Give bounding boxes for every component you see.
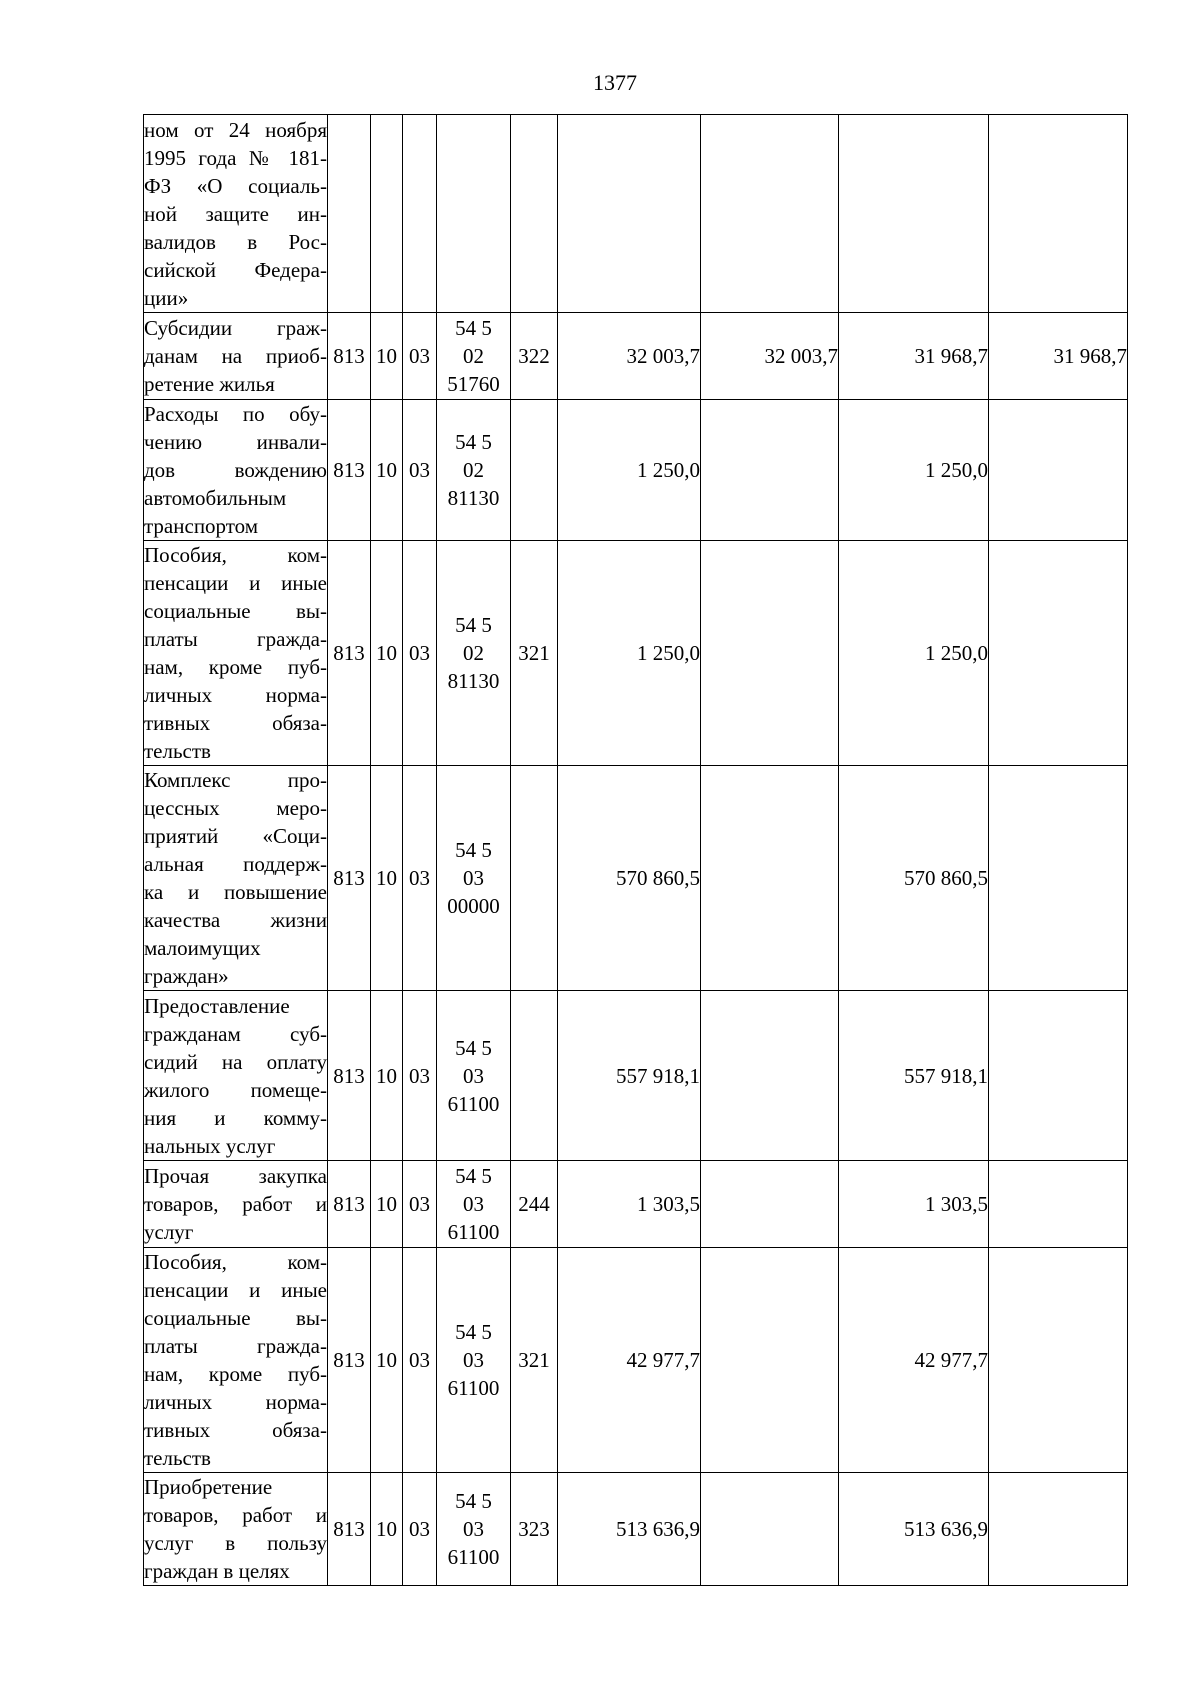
item-name-line: чению инвали-: [144, 430, 327, 454]
amount-cell-2: [701, 541, 839, 766]
amount-cell-4: [989, 1248, 1128, 1473]
item-name-line: товаров, работ и: [144, 1503, 327, 1527]
item-name-line: услуг в пользу: [144, 1531, 327, 1555]
item-name-line: пенсации и иные: [144, 571, 327, 595]
expense-type-cell: [511, 115, 558, 313]
item-name-line: Пособия, ком-: [144, 543, 327, 567]
item-name-line: данам на приоб-: [144, 344, 327, 368]
item-name-line: Предоставление: [144, 993, 290, 1018]
target-article-part: 54 5: [455, 838, 492, 862]
dept-code-cell: [328, 115, 371, 313]
subsection-code-cell: 03: [403, 1248, 437, 1473]
item-name-line: Прочая закупка: [144, 1164, 327, 1188]
amount-cell-1: 570 860,5: [558, 766, 701, 991]
expense-type-cell: [511, 400, 558, 541]
amount-cell-4: 31 968,7: [989, 313, 1128, 400]
item-name-line: ФЗ «О социаль-: [144, 173, 327, 198]
amount-cell-4: [989, 1161, 1128, 1248]
item-name-line: ретение жилья: [144, 372, 275, 396]
table-row: [144, 991, 1128, 1161]
target-article-part: 54 5: [455, 316, 492, 340]
amount-cell-1: 32 003,7: [558, 313, 701, 400]
item-name-line: граждан»: [144, 964, 229, 988]
dept-code-cell: 813: [328, 1161, 371, 1248]
item-name-line: 1995 года № 181-: [144, 145, 327, 170]
item-name-line: ном от 24 ноября: [144, 117, 327, 142]
table-row: [144, 115, 1128, 313]
section-code-cell: 10: [371, 313, 403, 400]
amount-cell-2: [701, 1248, 839, 1473]
table-row: [144, 541, 1128, 766]
amount-cell-2: [701, 1161, 839, 1248]
expense-type-cell: 322: [511, 313, 558, 400]
target-article-cell: [437, 991, 511, 1161]
item-name-cell: [144, 766, 328, 991]
dept-code-cell: 813: [328, 1248, 371, 1473]
table-row: [144, 313, 1128, 400]
target-article-part: 03: [463, 1063, 484, 1088]
item-name-line: сийской Федера-: [144, 257, 327, 282]
dept-code-cell: 813: [328, 313, 371, 400]
target-article-part: 03: [463, 1348, 484, 1372]
table-row: [144, 400, 1128, 541]
amount-cell-1: 513 636,9: [558, 1473, 701, 1586]
subsection-code-cell: [403, 115, 437, 313]
table-row: [144, 766, 1128, 991]
item-name-cell: [144, 313, 328, 400]
amount-cell-4: [989, 541, 1128, 766]
item-name-cell: [144, 1473, 328, 1586]
amount-cell-3: 1 250,0: [839, 400, 989, 541]
target-article-part: 02: [463, 458, 484, 482]
item-name-line: личных норма-: [144, 1390, 327, 1414]
item-name-line: тивных обяза-: [144, 711, 327, 735]
expense-type-cell: 244: [511, 1161, 558, 1248]
amount-cell-3: 570 860,5: [839, 766, 989, 991]
item-name-cell: [144, 541, 328, 766]
item-name-cell: [144, 1248, 328, 1473]
dept-code-cell: 813: [328, 400, 371, 541]
item-name-line: ка и повышение: [144, 880, 327, 904]
amount-cell-3: 513 636,9: [839, 1473, 989, 1586]
item-name-line: автомобильным: [144, 486, 287, 510]
amount-cell-1: 557 918,1: [558, 991, 701, 1161]
section-code-cell: 10: [371, 1248, 403, 1473]
item-name-line: жилого помеще-: [144, 1077, 327, 1102]
item-name-line: приятий «Соци-: [144, 824, 327, 848]
subsection-code-cell: 03: [403, 1161, 437, 1248]
item-name-line: Приобретение: [144, 1475, 273, 1499]
amount-cell-2: [701, 991, 839, 1161]
item-name-line: Субсидии граж-: [144, 316, 327, 340]
budget-table-body: [144, 115, 1128, 1586]
item-name-line: платы гражда-: [144, 1334, 327, 1358]
section-code-cell: [371, 115, 403, 313]
item-name-line: дов вождению: [144, 458, 327, 482]
item-name-line: платы гражда-: [144, 627, 327, 651]
target-article-part: 54 5: [455, 430, 492, 454]
amount-cell-1: [558, 115, 701, 313]
amount-cell-1: 1 303,5: [558, 1161, 701, 1248]
item-name-cell: [144, 115, 328, 313]
target-article-cell: [437, 115, 511, 313]
section-code-cell: 10: [371, 400, 403, 541]
table-row: [144, 1248, 1128, 1473]
amount-cell-2: [701, 400, 839, 541]
section-code-cell: 10: [371, 1161, 403, 1248]
subsection-code-cell: 03: [403, 400, 437, 541]
target-article-part: 54 5: [455, 1320, 492, 1344]
target-article-cell: [437, 400, 511, 541]
item-name-cell: [144, 400, 328, 541]
item-name-line: нам, кроме пуб-: [144, 655, 327, 679]
target-article-part: 00000: [447, 894, 500, 918]
dept-code-cell: 813: [328, 541, 371, 766]
item-name-line: альная поддерж-: [144, 852, 327, 876]
target-article-part: 81130: [447, 486, 500, 510]
expense-type-cell: 321: [511, 541, 558, 766]
target-article-cell: [437, 766, 511, 991]
subsection-code-cell: 03: [403, 313, 437, 400]
target-article-cell: [437, 1161, 511, 1248]
dept-code-cell: 813: [328, 991, 371, 1161]
amount-cell-2: 32 003,7: [701, 313, 839, 400]
item-name-line: Комплекс про-: [144, 768, 327, 792]
amount-cell-3: 557 918,1: [839, 991, 989, 1161]
target-article-part: 02: [463, 641, 484, 665]
item-name-line: транспортом: [144, 514, 259, 538]
target-article-part: 54 5: [455, 1489, 492, 1513]
table-row: [144, 1473, 1128, 1586]
budget-table: [143, 114, 1128, 1586]
item-name-line: социальные вы-: [144, 599, 327, 623]
amount-cell-2: [701, 766, 839, 991]
amount-cell-3: 42 977,7: [839, 1248, 989, 1473]
target-article-part: 03: [463, 1192, 484, 1216]
item-name-line: ния и комму-: [144, 1105, 327, 1130]
item-name-line: цессных меро-: [144, 796, 327, 820]
item-name-line: Расходы по обу-: [144, 402, 327, 426]
target-article-part: 54 5: [455, 613, 492, 637]
item-name-line: сидий на оплату: [144, 1049, 327, 1074]
item-name-line: тивных обяза-: [144, 1418, 327, 1442]
item-name-line: гражданам суб-: [144, 1021, 327, 1046]
target-article-part: 61100: [447, 1091, 500, 1116]
amount-cell-1: 42 977,7: [558, 1248, 701, 1473]
amount-cell-4: [989, 766, 1128, 991]
amount-cell-4: [989, 400, 1128, 541]
item-name-line: валидов в Рос-: [144, 229, 327, 254]
target-article-part: 61100: [447, 1545, 500, 1569]
target-article-part: 02: [463, 344, 484, 368]
dept-code-cell: 813: [328, 766, 371, 991]
section-code-cell: 10: [371, 1473, 403, 1586]
dept-code-cell: 813: [328, 1473, 371, 1586]
section-code-cell: 10: [371, 766, 403, 991]
amount-cell-4: [989, 115, 1128, 313]
expense-type-cell: 323: [511, 1473, 558, 1586]
item-name-line: Пособия, ком-: [144, 1250, 327, 1274]
subsection-code-cell: 03: [403, 766, 437, 991]
expense-type-cell: [511, 766, 558, 991]
amount-cell-1: 1 250,0: [558, 541, 701, 766]
target-article-cell: [437, 313, 511, 400]
item-name-line: нальных услуг: [144, 1133, 276, 1158]
item-name-line: нам, кроме пуб-: [144, 1362, 327, 1386]
target-article-part: 03: [463, 1517, 484, 1541]
item-name-line: ной защите ин-: [144, 201, 327, 226]
expense-type-cell: 321: [511, 1248, 558, 1473]
target-article-cell: [437, 541, 511, 766]
amount-cell-3: 1 250,0: [839, 541, 989, 766]
item-name-line: качества жизни: [144, 908, 327, 932]
target-article-cell: [437, 1248, 511, 1473]
section-code-cell: 10: [371, 541, 403, 766]
item-name-cell: [144, 991, 328, 1161]
amount-cell-3: 31 968,7: [839, 313, 989, 400]
item-name-line: услуг: [144, 1220, 194, 1244]
expense-type-cell: [511, 991, 558, 1161]
amount-cell-3: [839, 115, 989, 313]
target-article-part: 81130: [447, 669, 500, 693]
amount-cell-1: 1 250,0: [558, 400, 701, 541]
item-name-line: пенсации и иные: [144, 1278, 327, 1302]
item-name-line: тельств: [144, 739, 211, 763]
item-name-line: граждан в целях: [144, 1559, 290, 1583]
target-article-part: 54 5: [455, 1035, 492, 1060]
subsection-code-cell: 03: [403, 1473, 437, 1586]
item-name-line: социальные вы-: [144, 1306, 327, 1330]
page-number: 1377: [593, 70, 637, 95]
amount-cell-3: 1 303,5: [839, 1161, 989, 1248]
amount-cell-4: [989, 991, 1128, 1161]
item-name-cell: [144, 1161, 328, 1248]
target-article-part: 03: [463, 866, 484, 890]
target-article-part: 61100: [447, 1376, 500, 1400]
table-row: [144, 1161, 1128, 1248]
subsection-code-cell: 03: [403, 541, 437, 766]
amount-cell-2: [701, 115, 839, 313]
section-code-cell: 10: [371, 991, 403, 1161]
target-article-part: 51760: [447, 372, 500, 396]
item-name-line: ции»: [144, 285, 189, 310]
target-article-part: 54 5: [455, 1164, 492, 1188]
target-article-part: 61100: [447, 1220, 500, 1244]
target-article-cell: [437, 1473, 511, 1586]
amount-cell-2: [701, 1473, 839, 1586]
amount-cell-4: [989, 1473, 1128, 1586]
subsection-code-cell: 03: [403, 991, 437, 1161]
item-name-line: малоимущих: [144, 936, 261, 960]
item-name-line: личных норма-: [144, 683, 327, 707]
item-name-line: тельств: [144, 1446, 211, 1470]
item-name-line: товаров, работ и: [144, 1192, 327, 1216]
